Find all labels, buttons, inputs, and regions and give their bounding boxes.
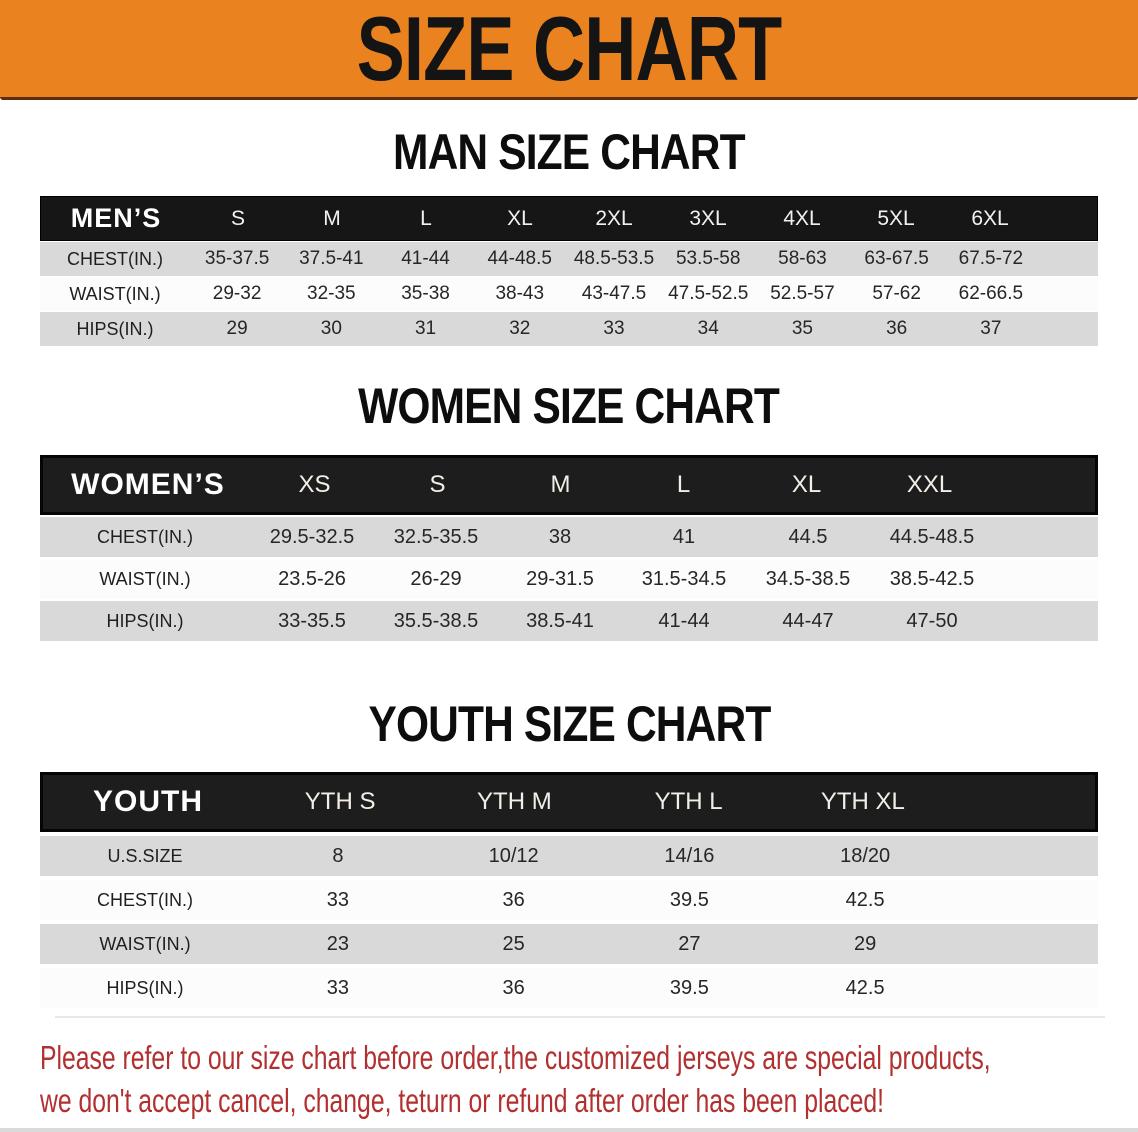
cell-value: 25 (502, 932, 525, 955)
disclaimer (40, 1036, 1130, 1122)
cell-value: 33 (326, 888, 349, 911)
table-row (40, 880, 1098, 920)
cell-value: 39.5 (669, 888, 709, 911)
table-row (40, 277, 1098, 311)
cell-value: 27 (678, 932, 701, 955)
youth-section-title (0, 696, 1138, 752)
youth-table-header (40, 772, 1098, 832)
cell-value: 53.5-58 (675, 248, 741, 269)
row-label: HIPS(IN.) (106, 610, 184, 631)
cell-value: 41-44 (658, 609, 710, 632)
cell-value: 48.5-53.5 (573, 248, 655, 269)
cell-value: 29.5-32.5 (269, 525, 355, 548)
size-column-header: YTH L (654, 788, 723, 815)
table-row (40, 517, 1098, 557)
cell-value: 63-67.5 (864, 248, 929, 269)
youth-section-title-text: YOUTH SIZE CHART (368, 696, 770, 752)
cell-value: 47.5-52.5 (668, 283, 749, 304)
men-table-header (40, 196, 1098, 241)
cell-value: 33-35.5 (278, 609, 346, 632)
women-section-title (0, 378, 1138, 434)
size-column-header: XL (791, 471, 822, 498)
cell-value: 41-44 (401, 248, 450, 269)
size-column-header: YTH XL (820, 788, 905, 815)
size-column-header: YTH M (477, 788, 552, 815)
size-column-header: XL (507, 206, 533, 230)
row-label: HIPS(IN.) (76, 318, 154, 339)
table-row (40, 968, 1098, 1008)
men-size-table (40, 196, 1098, 346)
youth-size-table (40, 772, 1098, 1008)
row-label: HIPS(IN.) (106, 977, 184, 998)
table-bottom-divider (55, 1016, 1105, 1018)
cell-value: 29 (854, 932, 877, 955)
cell-value: 41 (672, 525, 696, 548)
cell-value: 42.5 (845, 976, 885, 999)
row-label: U.S.SIZE (107, 845, 183, 866)
row-label: WAIST(IN.) (99, 568, 191, 589)
cell-value: 29-32 (212, 283, 262, 304)
cell-value: 52.5-57 (770, 283, 835, 304)
table-row (40, 601, 1098, 641)
cell-value: 44.5-48.5 (889, 525, 975, 548)
cell-value: 36 (886, 318, 908, 339)
cell-value: 32 (509, 318, 531, 339)
size-column-header: 6XL (971, 206, 1009, 230)
disclaimer-line-2: we don't accept cancel, change, teturn or refund after order has been placed! (40, 1082, 885, 1119)
cell-value: 43-47.5 (581, 283, 647, 304)
women-header-label: WOMEN’S (71, 468, 225, 501)
size-column-header: M (323, 206, 341, 230)
cell-value: 38.5-42.5 (889, 567, 975, 590)
cell-value: 31.5-34.5 (641, 567, 727, 590)
banner-title: SIZE CHART (356, 0, 782, 99)
cell-value: 44.5 (788, 525, 828, 548)
cell-value: 33 (326, 976, 349, 999)
size-column-header: XS (298, 471, 331, 498)
cell-value: 10/12 (488, 844, 539, 867)
cell-value: 32-35 (307, 283, 356, 304)
women-table-header (40, 455, 1098, 515)
cell-value: 32.5-35.5 (393, 525, 479, 548)
cell-value: 42.5 (845, 888, 885, 911)
men-section-title-text: MAN SIZE CHART (393, 124, 745, 180)
cell-value: 8 (332, 844, 344, 867)
row-label: WAIST(IN.) (99, 933, 191, 954)
cell-value: 31 (414, 318, 437, 339)
cell-value: 39.5 (669, 976, 709, 999)
cell-value: 38.5-41 (526, 609, 594, 632)
size-column-header: 2XL (595, 206, 633, 230)
disclaimer-line-1: Please refer to our size chart before order,the customized jerseys are special products, (40, 1039, 991, 1076)
row-label: WAIST(IN.) (69, 283, 161, 304)
bottom-strip (0, 1128, 1138, 1132)
row-label: CHEST(IN.) (97, 526, 193, 547)
cell-value: 34 (697, 318, 719, 339)
cell-value: 35 (791, 318, 813, 339)
cell-value: 14/16 (664, 844, 715, 867)
table-row (40, 312, 1098, 346)
cell-value: 35.5-38.5 (393, 609, 479, 632)
size-column-header: 3XL (689, 206, 727, 230)
cell-value: 34.5-38.5 (765, 567, 851, 590)
cell-value: 57-62 (872, 283, 921, 304)
table-row (40, 242, 1098, 276)
cell-value: 18/20 (840, 844, 891, 867)
cell-value: 44-47 (782, 609, 834, 632)
cell-value: 44-48.5 (487, 248, 552, 269)
cell-value: 62-66.5 (958, 283, 1024, 304)
size-column-header: 4XL (783, 206, 821, 230)
cell-value: 67.5-72 (958, 248, 1024, 269)
size-column-header: M (550, 471, 571, 498)
cell-value: 37.5-41 (299, 248, 364, 269)
cell-value: 35-37.5 (204, 248, 270, 269)
cell-value: 38-43 (495, 283, 545, 304)
cell-value: 58-63 (778, 248, 827, 269)
table-row (40, 559, 1098, 599)
size-column-header: YTH S (304, 788, 376, 815)
cell-value: 36 (502, 976, 525, 999)
women-size-table (40, 455, 1098, 641)
size-chart-banner (0, 0, 1138, 100)
cell-value: 47-50 (906, 609, 958, 632)
cell-value: 26-29 (410, 567, 462, 590)
cell-value: 36 (502, 888, 525, 911)
size-column-header: 5XL (877, 206, 915, 230)
size-column-header: L (420, 206, 432, 230)
women-section-title-text: WOMEN SIZE CHART (358, 378, 780, 434)
row-label: CHEST(IN.) (67, 248, 163, 269)
men-section-title (0, 124, 1138, 180)
size-column-header: S (429, 471, 446, 498)
cell-value: 30 (320, 318, 342, 339)
table-row (40, 924, 1098, 964)
cell-value: 29 (226, 318, 248, 339)
cell-value: 23.5-26 (278, 567, 346, 590)
cell-value: 37 (980, 318, 1002, 339)
size-column-header: L (676, 471, 691, 498)
cell-value: 29-31.5 (526, 567, 594, 590)
row-label: CHEST(IN.) (97, 889, 193, 910)
table-row (40, 836, 1098, 876)
size-column-header: XXL (906, 471, 953, 498)
cell-value: 23 (326, 932, 349, 955)
youth-header-label: YOUTH (93, 785, 203, 818)
cell-value: 35-38 (401, 283, 450, 304)
size-column-header: S (230, 206, 245, 230)
men-header-label: MEN’S (70, 203, 162, 233)
cell-value: 33 (603, 318, 625, 339)
cell-value: 38 (548, 525, 572, 548)
